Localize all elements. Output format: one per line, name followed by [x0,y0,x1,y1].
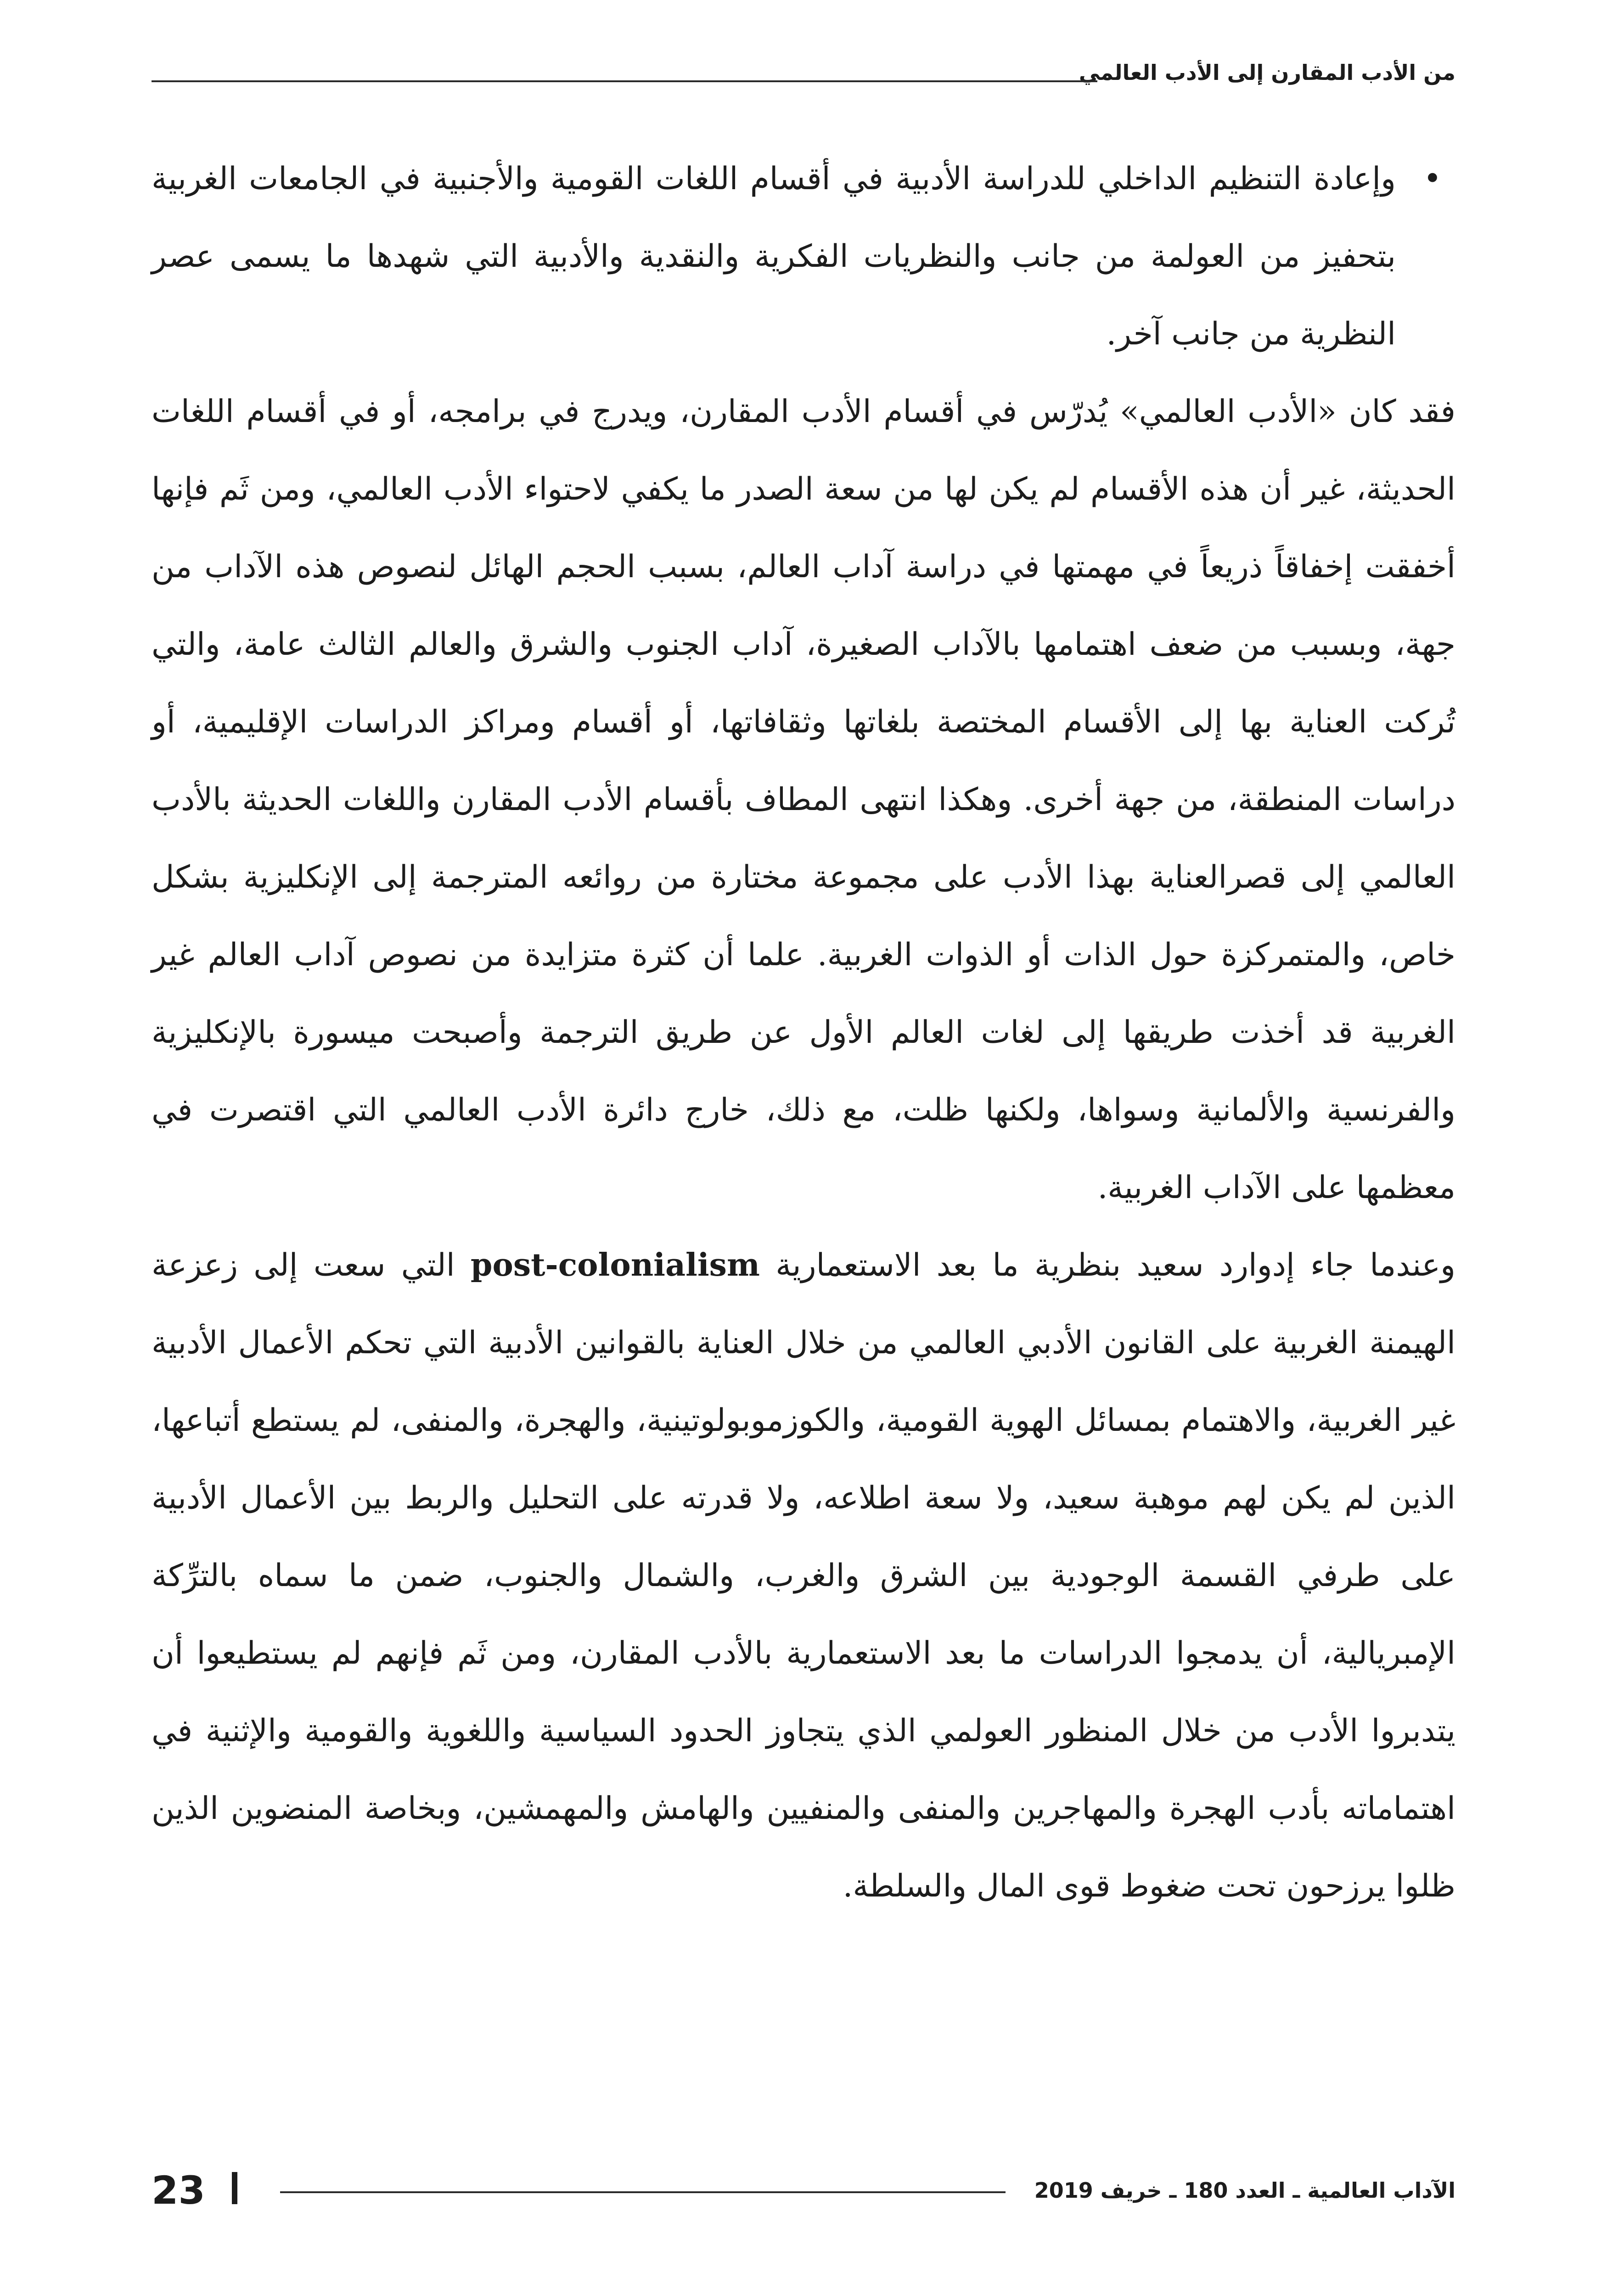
page-footer [152,2165,1455,2216]
footer-separator [232,2172,237,2204]
post-colonialism-term: post-colonialism [470,1247,760,1283]
bullet-paragraph [152,140,1455,373]
article-body [152,140,1455,2156]
paragraph-3-after: التي سعت إلى زعزعة الهيمنة الغربية على القانون الأدبي العالمي من خلال العناية بالقوانين الأدبية التي تحكم الأعمال الأدبية غير الغربية، والاهتمام بمسائل الهوية القومية، والكوزموبولوتينية، والهجرة، والمنفى، لم يستطع أتباعها، الذين لم يكن لهم موهبة سعيد، ولا سعة اطلاعه، ولا قدرته على التحليل والربط بين الأعمال الأدبية على طرفي القسمة الوجودية بين الشرق والغرب، والشمال والجنوب، ضمن ما سماه بالترِّكة الإمبريالية، أن يدمجوا الدراسات ما بعد الاستعمارية بالأدب المقارن، ومن ثَم فإنهم لم يستطيعوا أن يتدبروا الأدب من خلال المنظور العولمي الذي يتجاوز الحدود السياسية واللغوية والقومية والإثنية في اهتماماته بأدب الهجرة والمهاجرين والمنفى والمنفيين والهامش والمهمشين، وبخاصة المنضوين الذين ظلوا يرزحون تحت ضغوط قوى المال والسلطة. [152,1247,1455,1904]
paragraph-2: فقد كان «الأدب العالمي» يُدرّس في أقسام الأدب المقارن، ويدرج في برامجه، أو في أقسام اللغات الحديثة، غير أن هذه الأقسام لم يكن لها من سعة الصدر ما يكفي لاحتواء الأدب العالمي، ومن ثَم فإنها أخفقت إخفاقاً ذريعاً في مهمتها في دراسة آداب العالم، بسبب الحجم الهائل لنصوص هذه الآداب من جهة، وبسبب من ضعف اهتمامها بالآداب الصغيرة، آداب الجنوب والشرق والعالم الثالث عامة، والتي تُركت العناية بها إلى الأقسام المختصة بلغاتها وثقافاتها، أو أقسام ومراكز الدراسات الإقليمية، أو دراسات المنطقة، من جهة أخرى. وهكذا انتهى المطاف بأقسام الأدب المقارن واللغات الحديثة بالأدب العالمي إلى قصرالعناية بهذا الأدب على مجموعة مختارة من روائعه المترجمة إلى الإنكليزية بشكل خاص، والمتمركزة حول الذات أو الذوات الغربية. علما أن كثرة متزايدة من نصوص آداب العالم غير الغربية قد أخذت طريقها إلى لغات العالم الأول عن طريق الترجمة وأصبحت ميسورة بالإنكليزية والفرنسية والألمانية وسواها، ولكنها ظلت، مع ذلك، خارج دائرة الأدب العالمي التي اقتصرت في معظمها على الآداب الغربية. [152,394,1455,1206]
paragraph-3 [152,1227,1455,1925]
bullet-symbol: • [1423,161,1442,197]
header-rule [152,80,1097,82]
paragraph-3-before: وعندما جاء إدوارد سعيد بنظرية ما بعد الاستعمارية [775,1247,1455,1283]
page-number: 23 [152,2168,205,2213]
header-title: من الأدب المقارن إلى الأدب العالمي [1079,60,1455,85]
running-header [152,54,1455,91]
journal-issue: الآداب العالمية ـ العدد 180 ـ خريف 2019 [1034,2178,1455,2203]
footer-rule [280,2191,1006,2193]
bullet-paragraph-text: وإعادة التنظيم الداخلي للدراسة الأدبية في أقسام اللغات القومية والأجنبية في الجامعات الغربية بتحفيز من العولمة من جانب والنظريات الفكرية والنقدية والأدبية التي شهدها ما يسمى عصر النظرية من جانب آخر. [152,161,1396,352]
